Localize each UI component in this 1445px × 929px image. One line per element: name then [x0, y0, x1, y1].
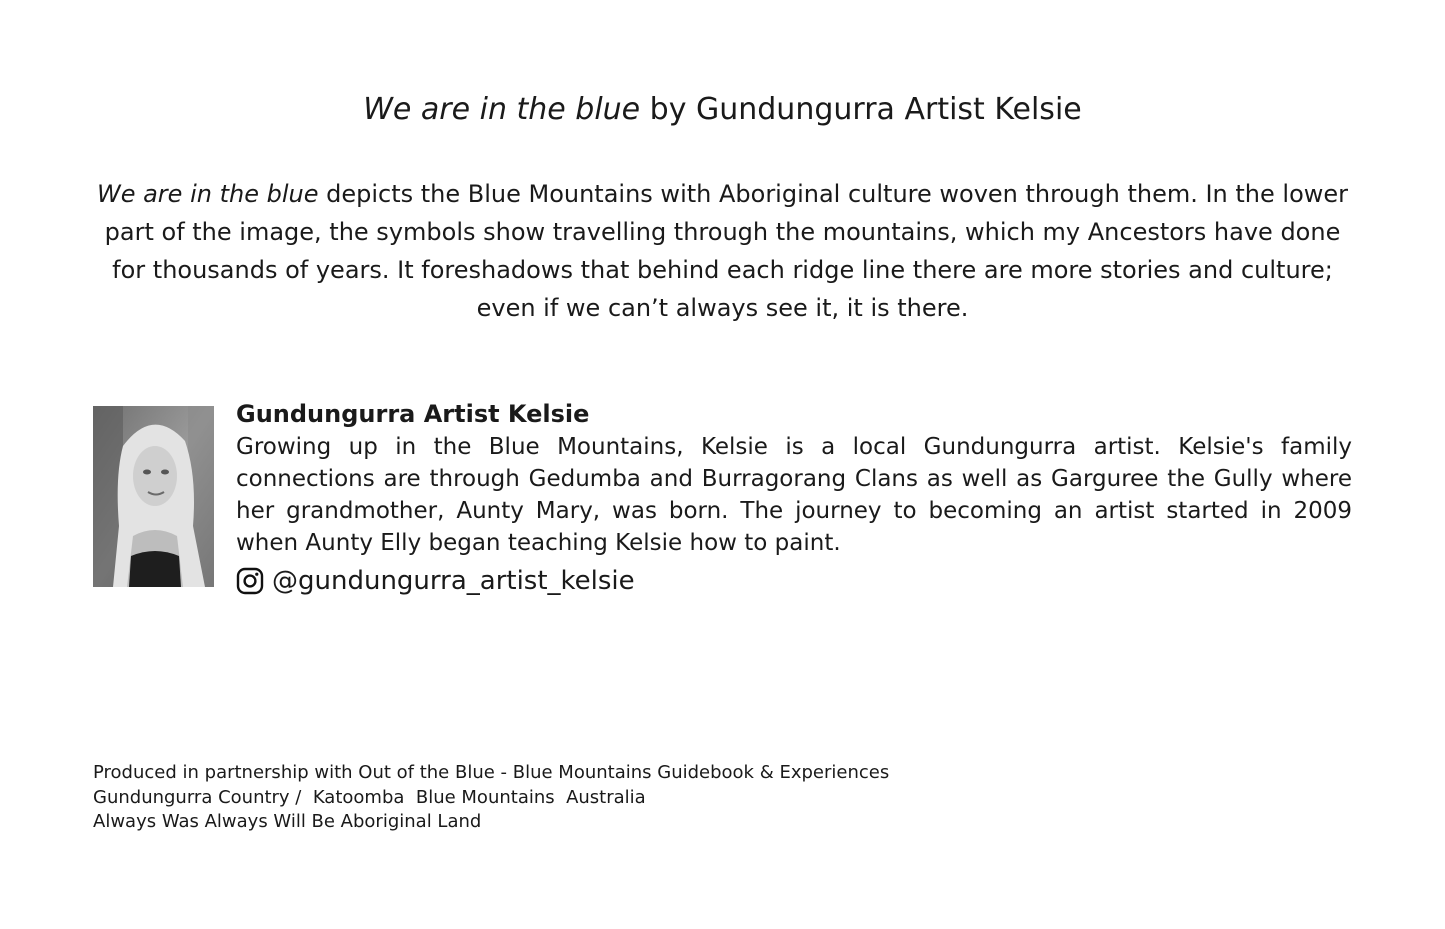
- artist-name: Gundungurra Artist Kelsie: [236, 400, 590, 428]
- artist-bio: Growing up in the Blue Mountains, Kelsie is a local Gundungurra artist. Kelsie's family connections are through Gedumba and Burragorang Clans as well as Garguree the Gully where her grandmother, Aunty Mary, was born. The journey to becoming an artist started in 2009 when Aunty Elly began teaching Kelsie how to paint.: [236, 434, 1352, 556]
- title-artwork-name: We are in the blue: [363, 92, 641, 127]
- title-byline: by Gundungurra Artist Kelsie: [640, 92, 1082, 127]
- instagram-handle-link[interactable]: @gundungurra_artist_kelsie: [272, 566, 635, 596]
- artist-portrait-image: [93, 406, 214, 587]
- footer: [93, 761, 889, 835]
- footer-location: Gundungurra Country / Katoomba Blue Mountains Australia: [93, 786, 646, 808]
- artist-section: [236, 397, 1352, 599]
- artist-photo: [93, 406, 214, 587]
- footer-partnership: Produced in partnership with Out of the Blue - Blue Mountains Guidebook & Experiences: [93, 762, 890, 783]
- description-artwork-name: We are in the blue: [96, 180, 319, 208]
- footer-acknowledgement: Always Was Always Will Be Aboriginal Land: [93, 811, 482, 832]
- page-title: [0, 90, 1445, 130]
- instagram-icon[interactable]: [236, 567, 264, 595]
- description-text: depicts the Blue Mountains with Aboriginal culture woven through them. In the lower part of the image, the symbols show travelling through the mountains, which my Ancestors have done for thousands of years. It foreshadows that behind each ridge line there are more stories and culture; even if we can’t always see it, it is there.: [104, 180, 1349, 322]
- artwork-description: [95, 175, 1350, 327]
- social-handle-row[interactable]: [236, 563, 1352, 599]
